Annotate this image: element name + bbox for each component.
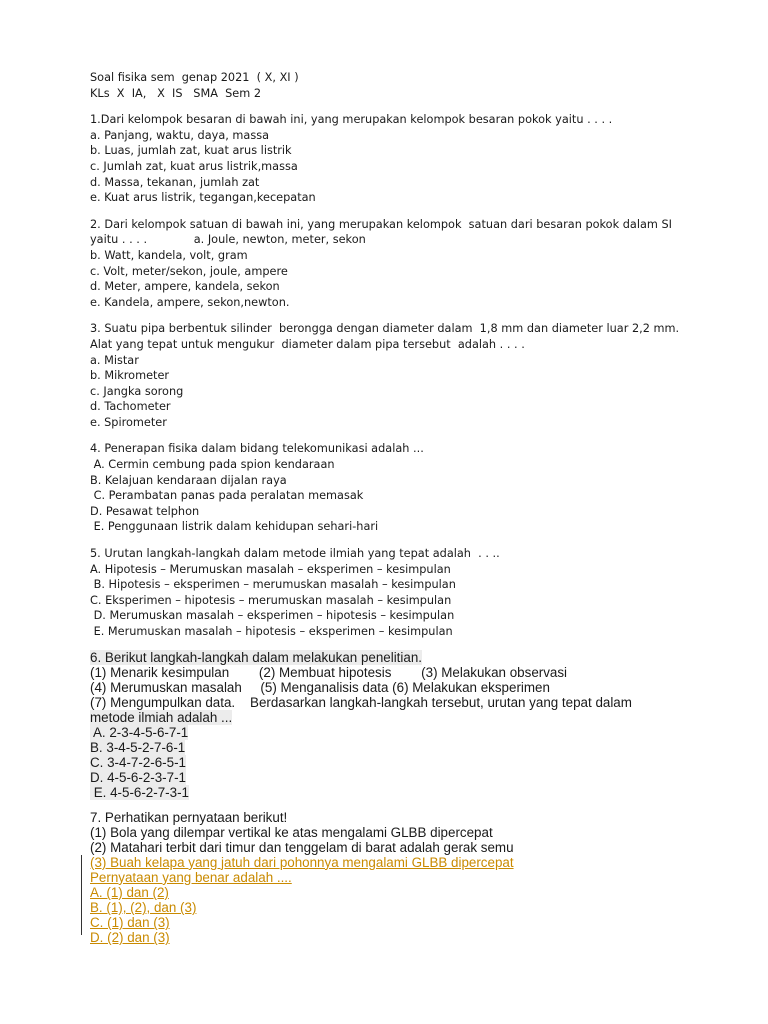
question-2-stem-cont-option-a: yaitu . . . . a. Joule, newton, meter, sekon <box>90 233 366 247</box>
question-4-option-a: A. Cermin cembung pada spion kendaraan <box>90 458 335 472</box>
question-7-statement-3: (3) Buah kelapa yang jatuh dari pohonnya mengalami GLBB dipercepat <box>90 854 514 870</box>
question-7-option-a: A. (1) dan (2) <box>90 885 169 900</box>
header-class-line: KLs X IA, X IS SMA Sem 2 <box>90 86 262 100</box>
question-7-statement-2: (2) Matahari terbit dari timur dan tenggelam di barat adalah gerak semu <box>90 839 514 855</box>
question-2-option-c: c. Volt, meter/sekon, joule, ampere <box>90 264 288 278</box>
question-1-option-d: d. Massa, tekanan, jumlah zat <box>90 175 260 189</box>
header-title-line: Soal fisika sem genap 2021 ( X, XI ) <box>90 71 299 84</box>
question-1-option-c: c. Jumlah zat, kuat arus listrik,massa <box>90 159 298 173</box>
question-2-option-d: d. Meter, ampere, kandela, sekon <box>90 280 280 294</box>
document-header <box>90 70 730 101</box>
question-4-stem: 4. Penerapan fisika dalam bidang telekomunikasi adalah ... <box>90 442 424 456</box>
question-3-option-e: e. Spirometer <box>90 415 167 429</box>
question-6-step-row-1: (1) Menarik kesimpulan (2) Membuat hipotesis (3) Melakukan observasi <box>90 664 568 680</box>
question-1 <box>90 112 730 206</box>
question-5-option-e: E. Merumuskan masalah – hipotesis – eksperimen – kesimpulan <box>90 625 453 638</box>
question-3-option-b: b. Mikrometer <box>90 369 170 383</box>
question-2-option-e: e. Kandela, ampere, sekon,newton. <box>90 295 290 309</box>
question-3-stem-cont: Alat yang tepat untuk mengukur diameter dalam pipa tersebut adalah . . . . <box>90 337 525 351</box>
question-4 <box>90 441 730 535</box>
question-6-option-a: A. 2-3-4-5-6-7-1 <box>90 725 189 741</box>
question-7-statement-1: (1) Bola yang dilempar vertikal ke atas mengalami GLBB dipercepat <box>90 824 493 840</box>
question-6-option-b: B. 3-4-5-2-7-6-1 <box>90 740 186 756</box>
question-6 <box>90 650 730 801</box>
question-7-prompt: Pernyataan yang benar adalah .... <box>90 869 292 885</box>
question-5-option-a: A. Hipotesis – Merumuskan masalah – eksperimen – kesimpulan <box>90 562 451 576</box>
question-2-stem: 2. Dari kelompok satuan di bawah ini, yang merupakan kelompok satuan dari besaran pokok dalam SI <box>90 217 672 231</box>
question-6-step-row-2: (4) Merumuskan masalah (5) Menganalisis data (6) Melakukan eksperimen <box>90 679 550 695</box>
question-3-stem: 3. Suatu pipa berbentuk silinder berongga dengan diameter dalam 1,8 mm dan diameter luar 2,2 mm. <box>90 322 680 336</box>
question-5-option-d: D. Merumuskan masalah – eksperimen – hipotesis – kesimpulan <box>90 609 455 623</box>
question-1-option-e: e. Kuat arus listrik, tegangan,kecepatan <box>90 191 316 205</box>
question-2-option-b: b. Watt, kandela, volt, gram <box>90 248 248 262</box>
question-6-option-e: E. 4-5-6-2-7-3-1 <box>90 785 189 801</box>
question-7-option-d: D. (2) dan (3) <box>90 930 170 946</box>
question-3-option-a: a. Mistar <box>90 353 139 367</box>
question-6-option-c: C. 3-4-7-2-6-5-1 <box>90 755 186 771</box>
question-5-stem: 5. Urutan langkah-langkah dalam metode ilmiah yang tepat adalah . . .. <box>90 547 500 561</box>
document-body <box>90 70 730 945</box>
question-3-option-c: c. Jangka sorong <box>90 384 184 398</box>
revision-bar <box>81 855 82 935</box>
question-7-option-b: B. (1), (2), dan (3) <box>90 900 197 916</box>
question-4-option-c: C. Perambatan panas pada peralatan memasak <box>90 489 364 503</box>
question-6-stem-end: metode ilmiah adalah ... <box>90 709 233 725</box>
question-5-option-c: C. Eksperimen – hipotesis – merumuskan masalah – kesimpulan <box>90 593 452 607</box>
question-7 <box>90 810 730 946</box>
question-1-option-a: a. Panjang, waktu, daya, massa <box>90 128 270 142</box>
question-4-option-e: E. Penggunaan listrik dalam kehidupan sehari-hari <box>90 520 379 534</box>
question-5 <box>90 546 730 640</box>
question-3-option-d: d. Tachometer <box>90 400 171 414</box>
question-4-option-d: D. Pesawat telphon <box>90 504 200 518</box>
question-5-option-b: B. Hipotesis – eksperimen – merumuskan masalah – kesimpulan <box>90 578 456 592</box>
question-1-stem: 1.Dari kelompok besaran di bawah ini, yang merupakan kelompok besaran pokok yaitu . . . . <box>90 113 613 127</box>
question-7-stem: 7. Perhatikan pernyataan berikut! <box>90 809 288 825</box>
question-4-option-b: B. Kelajuan kendaraan dijalan raya <box>90 473 287 487</box>
tracked-changes-block <box>90 855 730 946</box>
question-6-option-d: D. 4-5-6-2-3-7-1 <box>90 770 186 786</box>
question-7-option-c: C. (1) dan (3) <box>90 915 170 931</box>
question-1-option-b: b. Luas, jumlah zat, kuat arus listrik <box>90 144 292 158</box>
question-6-stem: 6. Berikut langkah-langkah dalam melakukan penelitian. <box>90 649 422 665</box>
question-2 <box>90 217 730 311</box>
question-3 <box>90 321 730 430</box>
question-6-step-row-3: (7) Mengumpulkan data. Berdasarkan langkah-langkah tersebut, urutan yang tepat dalam <box>90 694 632 710</box>
